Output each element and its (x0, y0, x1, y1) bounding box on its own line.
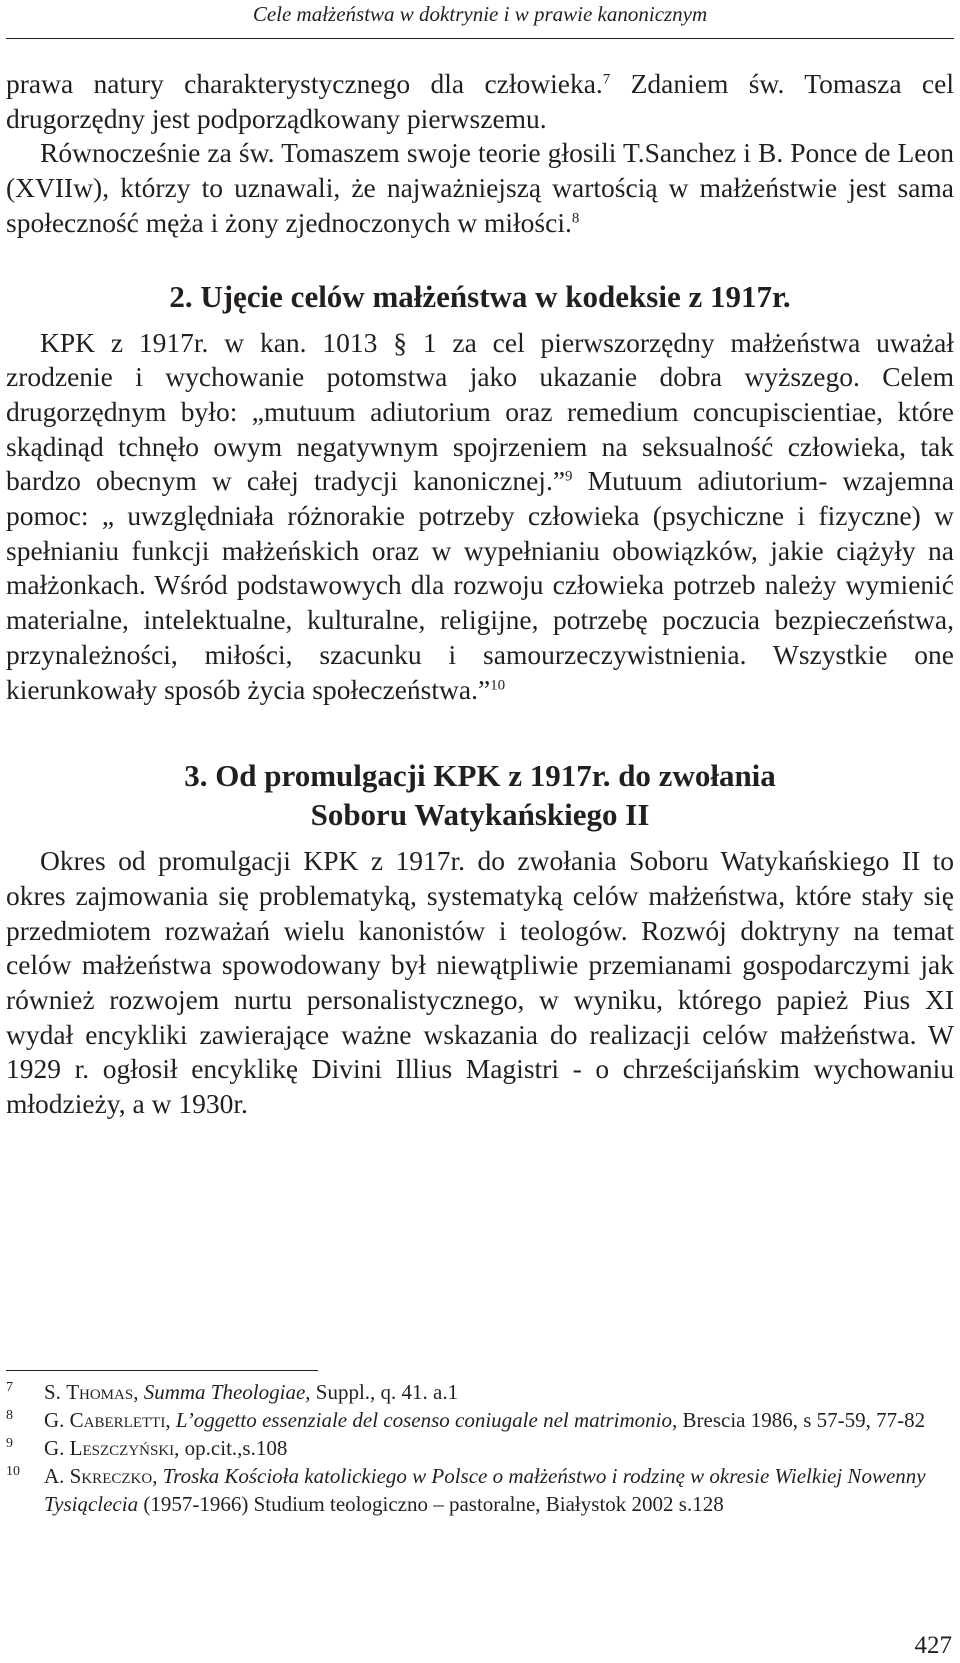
footnote-number: 7 (6, 1380, 13, 1395)
footnote-sep: , (174, 1436, 185, 1460)
footnote-title: L’oggetto essenziale del cosenso coniugale nel matrimonio (175, 1408, 672, 1432)
footnote-initial: G. (44, 1408, 70, 1432)
footnote-ref-8: 8 (571, 210, 580, 227)
paragraph-2-text: Równocześnie za św. Tomaszem swoje teorie głosili T.Sanchez i B. Ponce de Leon (XVIIw), którzy to uznawali, że najważniejszą wartością w małżeństwie jest sama społeczność męża i żony zjednoczonych w miłości. (6, 137, 954, 238)
footnote-rest: (1957-1966) Studium teologiczno – pastoralne, Białystok 2002 s.128 (138, 1492, 724, 1516)
paragraph-1-text-b: Zdaniem św. Tomasza cel drugorzędny jest podporządkowany pierwszemu. (6, 68, 954, 134)
section-3-heading-line-1: 3. Od promulgacji KPK z 1917r. do zwołania (184, 758, 776, 794)
footnote-ref-10: 10 (490, 676, 506, 693)
footnote-title: Troska Kościoła katolickiego w Polsce o małżeństwo i rodzinę w okresie Wielkiej Nowenny Tysiąclecia (44, 1464, 926, 1516)
footnote-sep: , (133, 1380, 144, 1404)
footnote-rule (6, 1370, 318, 1371)
footnote-title: Summa Theologiae (143, 1380, 306, 1404)
footnote-initial: A. (44, 1464, 70, 1488)
footnote-8 (6, 1406, 954, 1434)
section-3-heading-line-2: Soboru Watykańskiego II (310, 797, 650, 833)
section-2-text-a: KPK z 1917r. w kan. 1013 § 1 za cel pierwszorzędny małżeństwa uważał zrodzenie i wychowanie potomstwa jako ukazanie dobra wyższego. Celem drugorzędnym było: „mutuum adiutorium oraz remedium concupiscientiae, które skądinąd tchnęło owym negatywnym spojrzeniem na seksualność człowieka, tak bardzo obecnym w całej tradycji kanonicznej.” (6, 326, 954, 497)
header-rule (6, 38, 954, 39)
footnote-initial: G. (44, 1436, 70, 1460)
footnote-10 (6, 1462, 954, 1518)
section-2-paragraph (6, 326, 954, 708)
footnote-rest: op.cit.,s.108 (184, 1436, 288, 1460)
footnote-number: 9 (6, 1436, 13, 1451)
page-number: 427 (914, 1632, 952, 1659)
body-text (6, 67, 954, 1122)
footnote-author: Caberletti (69, 1408, 166, 1432)
section-3-paragraph: Okres od promulgacji KPK z 1917r. do zwołania Soboru Watykańskiego II to okres zajmowania się problematyką, systematyką celów małżeństwa, które stały się przedmiotem rozważań wielu kanonistów i teologów. Rozwój doktryny na temat celów małżeństwa spowodowany był niewątpliwie przemianami gospodarczymi jak również rozwojem nurtu personalistycznego, w wyniku, którego papież Pius XI wydał encykliki zawierające ważne wskazania do realizacji celów małżeństwa. W 1929 r. ogłosił encyklikę Divini Illius Magistri - o chrześcijańskim wychowaniu młodzieży, a w 1930r. (6, 845, 954, 1120)
footnote-initial: S. (44, 1380, 67, 1404)
running-head: Cele małżeństwa w doktrynie i w prawie kanonicznym (252, 2, 708, 26)
paragraph-2 (6, 136, 954, 240)
footnote-sep: , (152, 1464, 163, 1488)
section-3-heading (6, 756, 954, 834)
paragraph-1-text-a: prawa natury charakterystycznego dla człowieka. (6, 68, 603, 99)
footnote-rest: , Brescia 1986, s 57-59, 77-82 (672, 1408, 926, 1432)
paragraph-1 (6, 67, 954, 136)
footnote-number: 8 (6, 1408, 13, 1423)
footnote-rest: , Suppl., q. 41. a.1 (305, 1380, 459, 1404)
footnotes (6, 1378, 954, 1518)
section-2-text-b: Mutuum adiutorium- wzajemna pomoc: „ uwzględniała różnorakie potrzeby człowieka (psychiczne i fizyczne) w spełnianiu funkcji małżeńskich oraz w wypełnianiu obowiązków, jakie ciążyły na małżonkach. Wśród podstawowych dla rozwoju człowieka potrzeb należy wymienić materialne, intelektualne, kulturalne, religijne, potrzebę poczucia bezpieczeństwa, przynależności, miłości, szacunku i samourzeczywistnienia. Wszystkie one kierunkowały sposób życia społeczeństwa.” (6, 465, 954, 705)
footnote-7 (6, 1378, 954, 1406)
footnote-sep: , (165, 1408, 176, 1432)
footnote-author: Leszczyński (69, 1436, 175, 1460)
footnote-ref-7: 7 (602, 71, 611, 88)
footnote-author: Thomas (66, 1380, 134, 1404)
footnote-number: 10 (6, 1464, 20, 1479)
footnote-9 (6, 1434, 954, 1462)
footnote-ref-9: 9 (565, 468, 573, 485)
footnote-author: Skreczko (69, 1464, 153, 1488)
section-2-heading: 2. Ujęcie celów małżeństwa w kodeksie z 1917r. (169, 278, 791, 314)
